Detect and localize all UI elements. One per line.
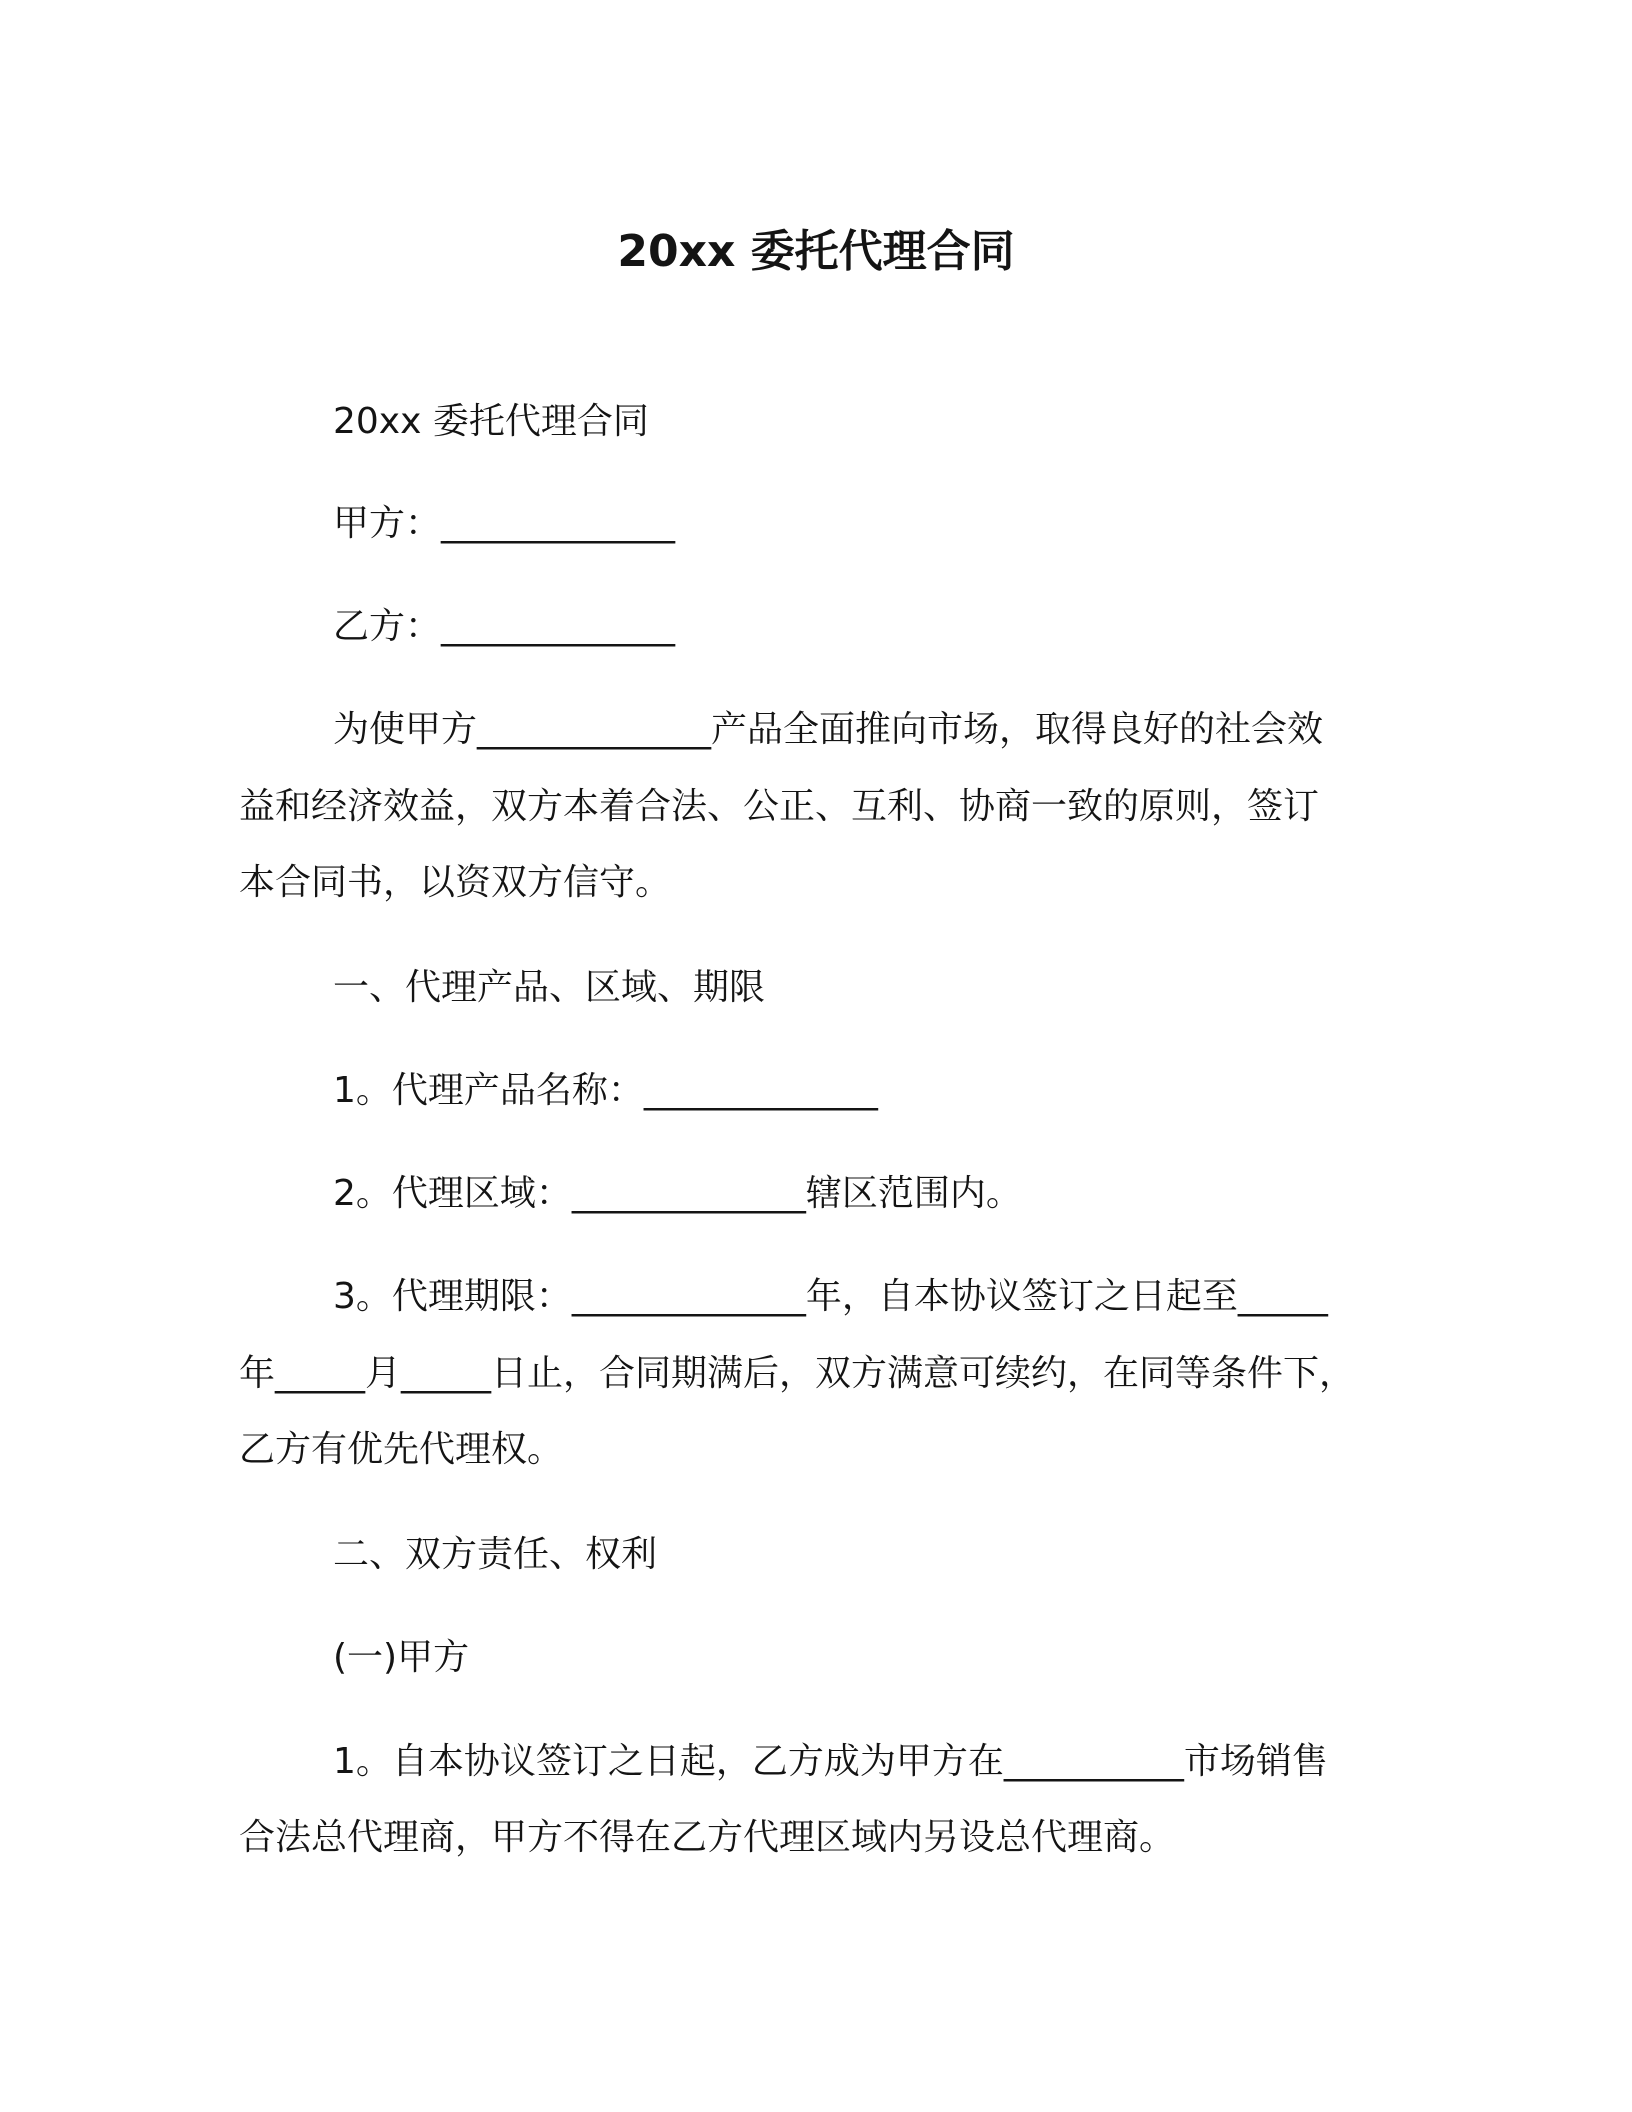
sub-heading-party-a: (一)甲方: [333, 1637, 470, 1678]
preamble-line-3: 本合同书，以资双方信守。: [239, 862, 672, 903]
item-party-a-1-line-2: 合法总代理商，甲方不得在乙方代理区域内另设总代理商。: [239, 1817, 1176, 1858]
party-a-line: 甲方：_____________: [333, 503, 676, 544]
item-agency-term-line-1: 3。代理期限：_____________年，自本协议签订之日起至_____: [333, 1276, 1328, 1317]
item-party-a-1-line-1: 1。自本协议签订之日起，乙方成为甲方在__________市场销售: [333, 1741, 1328, 1782]
item-agency-region: 2。代理区域：_____________辖区范围内。: [333, 1173, 1022, 1214]
section-1-heading: 一、代理产品、区域、期限: [333, 967, 766, 1008]
item-product-name: 1。代理产品名称：_____________: [333, 1070, 878, 1111]
preamble-line-1: 为使甲方_____________产品全面推向市场，取得良好的社会效: [333, 709, 1324, 750]
party-b-line: 乙方：_____________: [333, 606, 676, 647]
item-agency-term-line-2: 年_____月_____日止，合同期满后，双方满意可续约，在同等条件下，: [239, 1353, 1356, 1394]
document-title: 20xx 委托代理合同: [617, 226, 1015, 277]
preamble-line-2: 益和经济效益，双方本着合法、公正、互利、协商一致的原则，签订: [239, 786, 1320, 827]
document-subtitle: 20xx 委托代理合同: [333, 401, 649, 442]
section-2-heading: 二、双方责任、权利: [333, 1534, 658, 1575]
item-agency-term-line-3: 乙方有优先代理权。: [239, 1429, 564, 1470]
